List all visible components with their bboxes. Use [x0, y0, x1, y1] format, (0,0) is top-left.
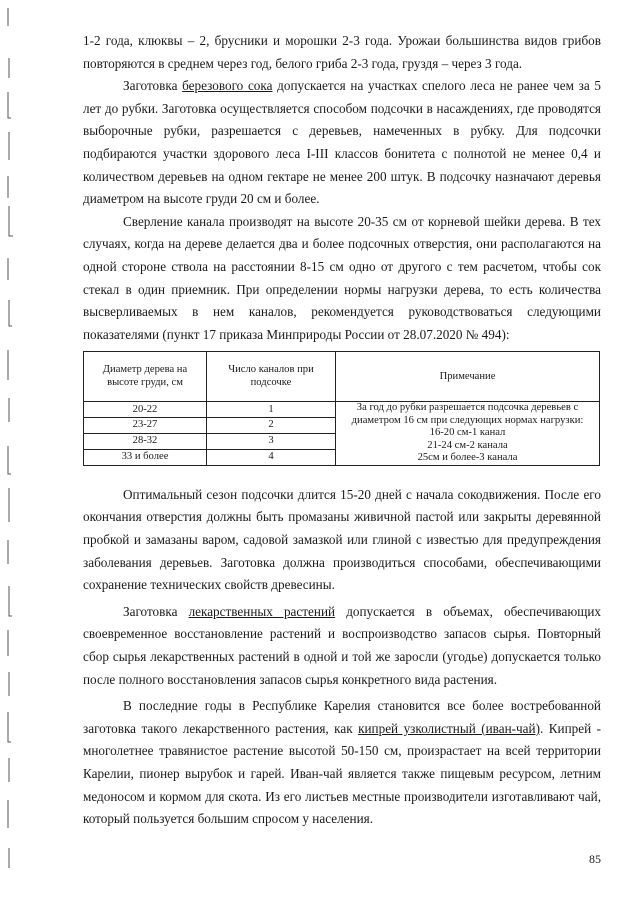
paragraph-drilling: Сверление канала производят на высоте 20-35 см от корневой шейки дерева. В тех случаях, когда на дереве делается два и более подсочных отверстия, они располагаются на одной стороне ствола на расстоянии 8-15 см одно от другого с тем расчетом, чтобы сок стекал в один приемник. При определении нормы нагрузки дерева, то есть количества высверливаемых в нем каналов, рекомендуется руководствоваться следующими показателями (пункт 17 приказа Минприроды России от 28.07.2020 № 494): [83, 213, 601, 342]
term-fireweed: кипрей узколистный (иван-чай) [358, 720, 540, 736]
table-header-row [84, 352, 600, 402]
paragraph-fireweed: В последние годы в Республике Карелия становится все более востребованной заготовка такого лекарственного растения, как кипрей узколистный (иван-чай). Кипрей - многолетнее травянистое растение высотой 50-150 см, произрастает на всей территории Карелии, пионер вырубок и гарей. Иван-чай является также пищевым ресурсом, летним медоносом и кормом для скота. Из его листьев местные производители изготавливают чай, который пользуется большим спросом у населения. [83, 698, 601, 827]
header-diameter: Диаметр дерева на высоте груди, см [84, 352, 207, 402]
page-number: 85 [589, 852, 601, 866]
term-birch-sap: березового сока [182, 78, 273, 94]
tapping-norms-table [83, 351, 600, 466]
paragraph-berries: 1-2 года, клюквы – 2, брусники и морошки 2-3 года. Урожаи большинства видов грибов повторяются в среднем через год, белого гриба 2-3 года, груздя – через 3 года. [83, 33, 601, 71]
cell-diameter: 20-22 [84, 402, 207, 418]
term-medicinal-plants: лекарственных растений [188, 603, 336, 619]
cell-channels: 2 [207, 418, 336, 434]
cell-note: За год до рубки разрешается подсочка деревьев с диаметром 16 см при следующих нормах нагрузки: 16-20 см-1 канал 21-24 см-2 канала 25см и более-3 канала [336, 402, 600, 466]
cell-channels: 1 [207, 402, 336, 418]
table-row [84, 402, 600, 418]
paragraph-medicinal-plants: Заготовка лекарственных растений допускается в объемах, обеспечивающих своевременное восстановление растений и воспроизводство запасов сырья. Повторный сбор сырья лекарственных растений в одной и той же заросли (угодье) допускается только после полного восстановления запасов сырья конкретного вида растения. [83, 603, 601, 687]
cell-diameter: 33 и более [84, 449, 207, 465]
paragraph-birch-sap: Заготовка березового сока допускается на участках спелого леса не ранее чем за 5 лет до рубки. Заготовка осуществляется способом подсочки в насаждениях, где проводятся выборочные рубки, разрешается с деревьев, намеченных в рубку. Для подсочки подбираются участки здорового леса I-III классов бонитета с полнотой не менее 0,4 и количеством деревьев на одном гектаре не менее 200 штук. В подсочку назначают деревья диаметром на высоте груди 20 см и более. [83, 78, 601, 207]
cell-channels: 4 [207, 449, 336, 465]
binding-margin-marks [0, 0, 30, 905]
header-note: Примечание [336, 352, 600, 402]
cell-diameter: 28-32 [84, 434, 207, 450]
cell-channels: 3 [207, 434, 336, 450]
header-channels: Число каналов при подсочке [207, 352, 336, 402]
paragraph-season: Оптимальный сезон подсочки длится 15-20 дней с начала сокодвижения. После его окончания отверстия должны быть промазаны живичной пастой или закрыты деревянной пробкой и замазаны варом, садовой замазкой или глиной с известью для предупреждения заболевания деревьев. Заготовка должна производиться способами, обеспечивающими сохранение технических свойств древесины. [83, 486, 601, 593]
cell-diameter: 23-27 [84, 418, 207, 434]
body-text [83, 30, 601, 831]
